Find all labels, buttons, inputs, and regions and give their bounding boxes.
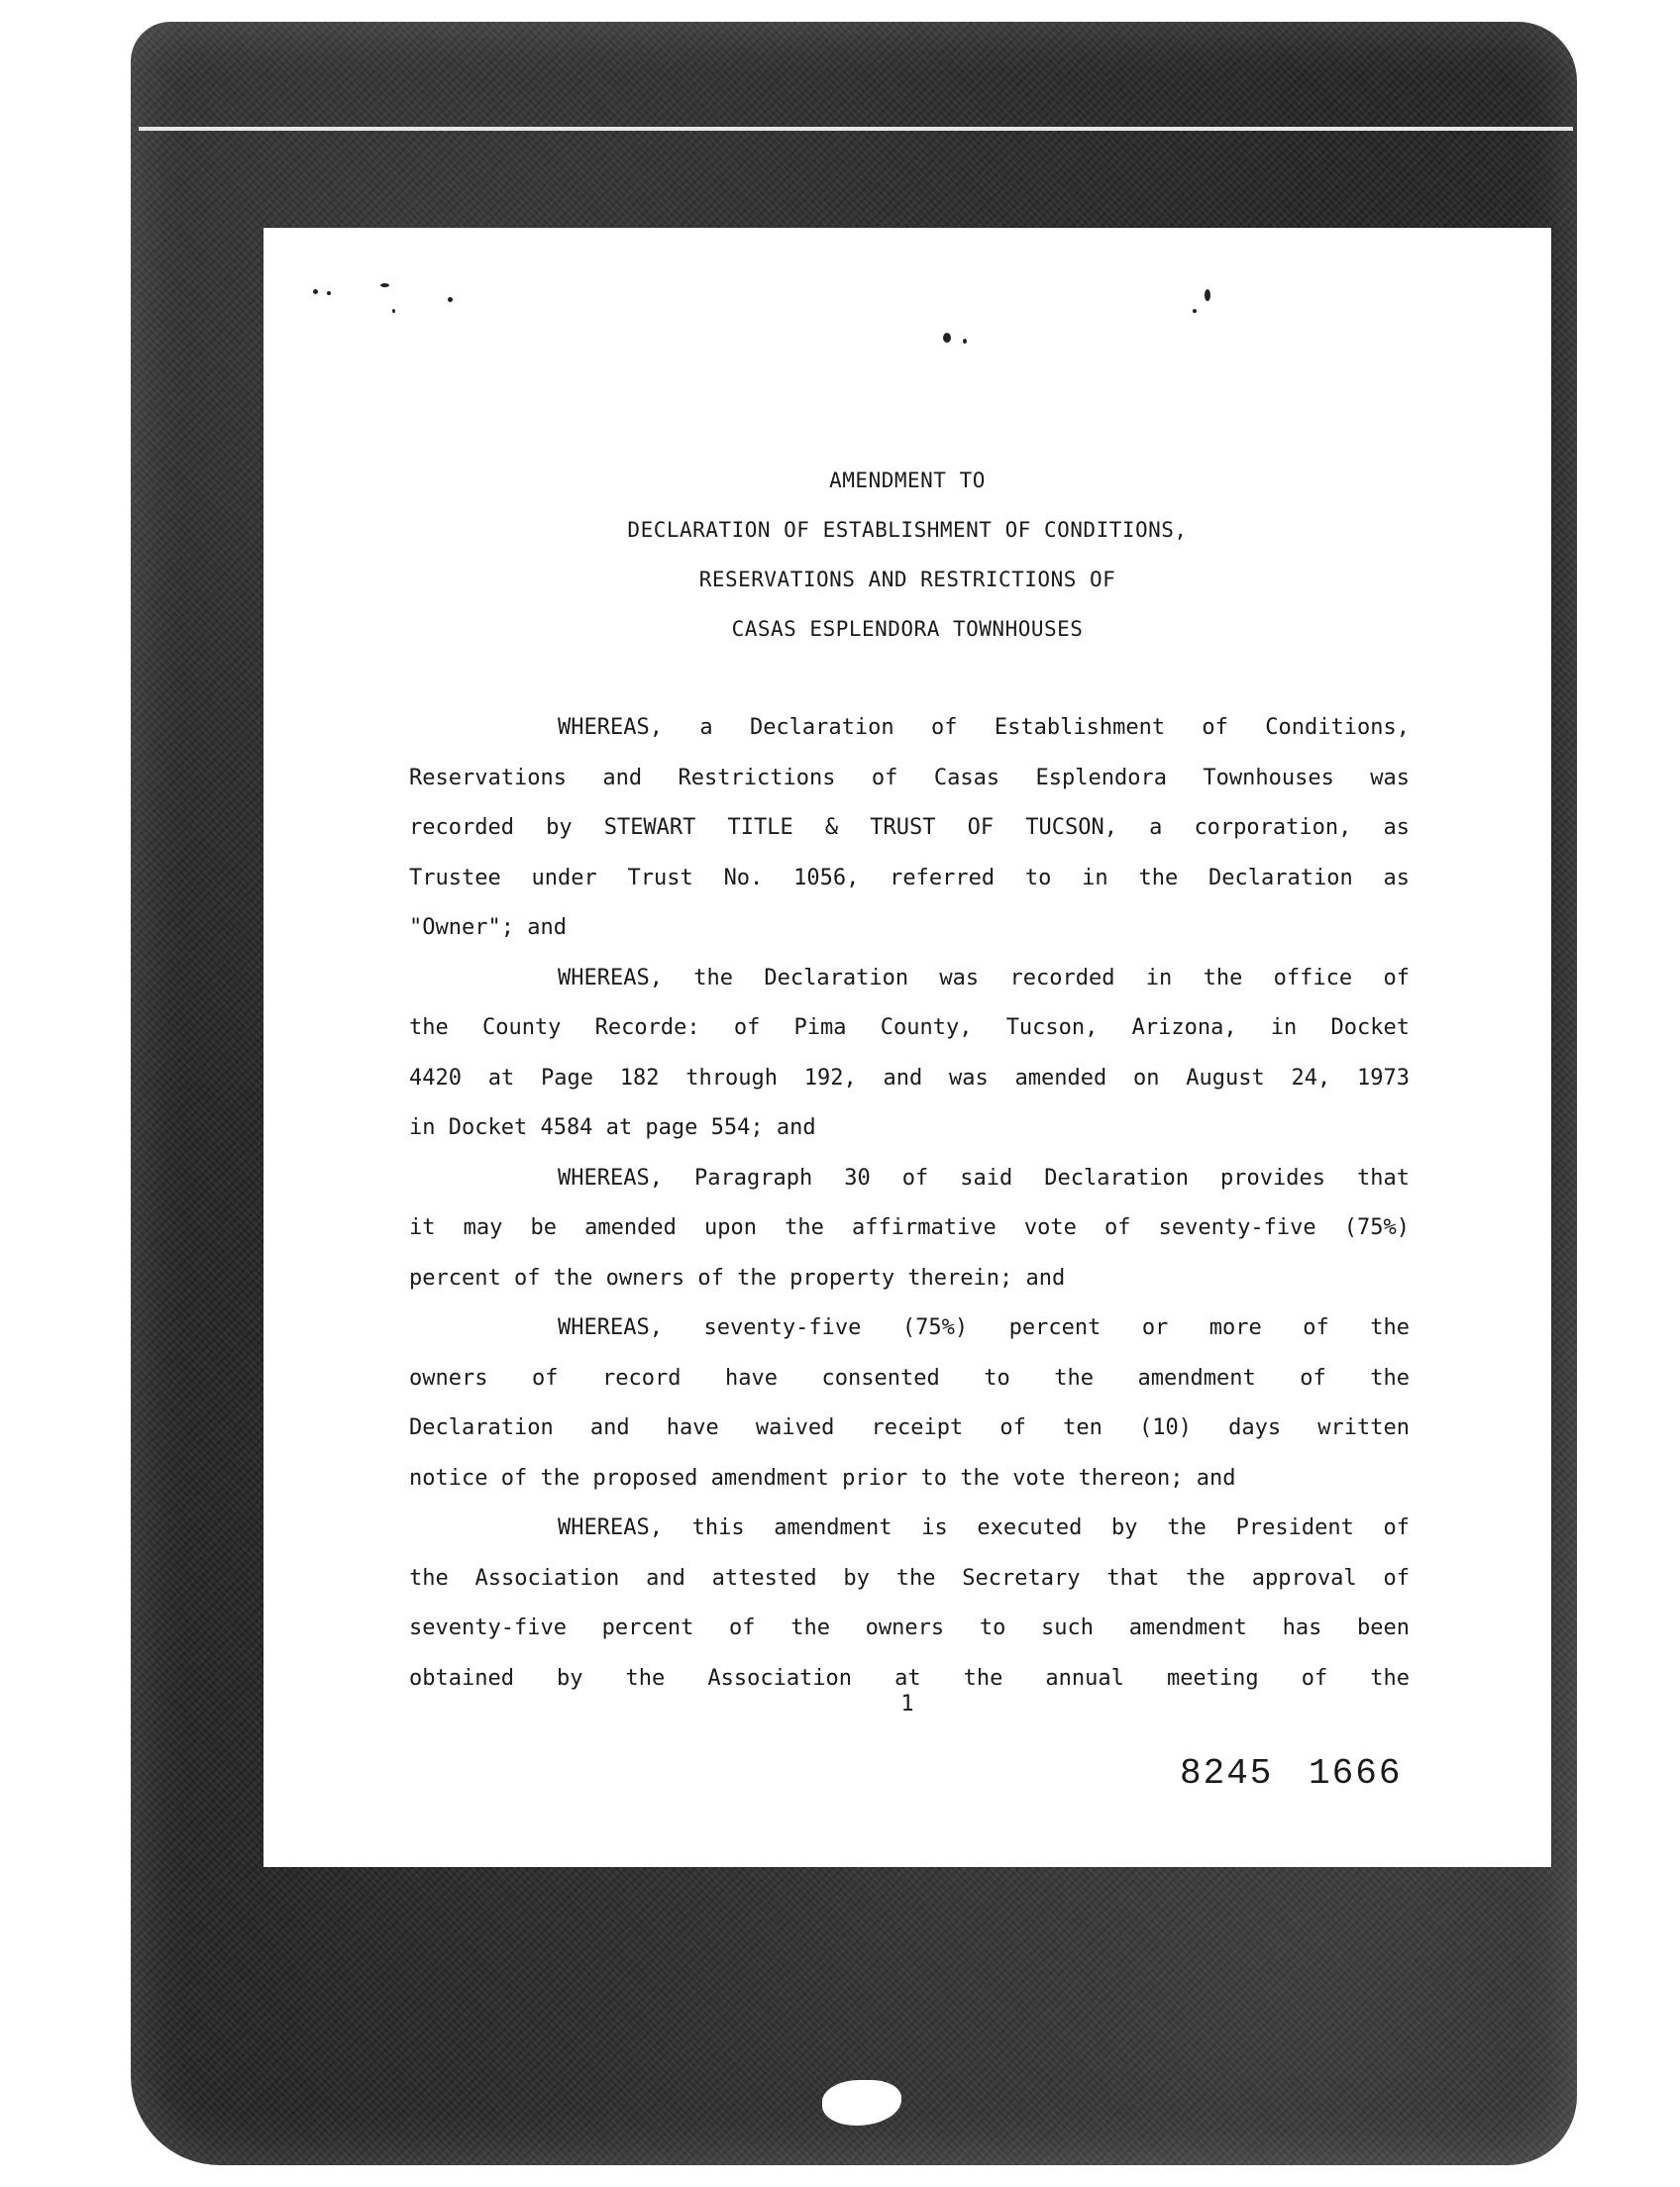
title-line: CASAS ESPLENDORA TOWNHOUSES [731, 617, 1084, 641]
scan-speck [327, 291, 331, 295]
document-title [263, 456, 1551, 654]
text-line: recorded by STEWART TITLE & TRUST OF TUCSON, a corporation, as [409, 815, 1410, 840]
text-line: seventy-five percent of the owners to such amendment has been [409, 1615, 1410, 1640]
text-line: in Docket 4584 at page 554; and [409, 1115, 816, 1140]
text-line: Trustee under Trust No. 1056, referred to in the Declaration as [409, 865, 1410, 890]
text-line: Declaration and have waived receipt of ten (10) days written [409, 1415, 1410, 1440]
text-line: Reservations and Restrictions of Casas Esplendora Townhouses was [409, 765, 1410, 790]
text-line: WHEREAS, this amendment is executed by the President of [558, 1515, 1410, 1540]
text-line: WHEREAS, seventy-five (75%) percent or more of the [558, 1315, 1410, 1340]
text-line: it may be amended upon the affirmative vote of seventy-five (75%) [409, 1215, 1410, 1240]
scan-speck [313, 289, 318, 294]
title-line: DECLARATION OF ESTABLISHMENT OF CONDITIONS, [627, 518, 1188, 542]
scan-speck [392, 309, 395, 313]
text-line: 4420 at Page 182 through 192, and was amended on August 24, 1973 [409, 1065, 1410, 1091]
scan-speck [963, 339, 967, 344]
scan-speck [1205, 289, 1210, 301]
text-line: the Association and attested by the Secretary that the approval of [409, 1565, 1410, 1591]
scan-speck [448, 297, 453, 302]
paragraph [409, 1303, 1410, 1504]
text-line: obtained by the Association at the annual meeting of the [409, 1665, 1410, 1691]
paragraph [409, 1154, 1410, 1304]
title-line: RESERVATIONS AND RESTRICTIONS OF [698, 568, 1116, 591]
scan-speck [1193, 309, 1197, 313]
paragraph [409, 954, 1410, 1154]
paragraph [409, 703, 1410, 954]
title-line: AMENDMENT TO [829, 469, 986, 492]
text-line: percent of the owners of the property therein; and [409, 1265, 1066, 1291]
text-line: notice of the proposed amendment prior to the vote thereon; and [409, 1465, 1236, 1491]
page-number: 1 [900, 1692, 914, 1717]
scan-speck [943, 333, 951, 343]
text-line: WHEREAS, the Declaration was recorded in the office of [558, 965, 1410, 990]
text-line: owners of record have consented to the amendment of the [409, 1365, 1410, 1391]
top-rule-line [139, 127, 1573, 131]
document-sheet [263, 228, 1551, 1867]
recording-stamp: 8245 1666 [1180, 1753, 1403, 1794]
text-line: WHEREAS, Paragraph 30 of said Declaration provides that [558, 1165, 1410, 1191]
document-body [409, 703, 1410, 1704]
text-line: "Owner"; and [409, 915, 567, 940]
text-line: WHEREAS, a Declaration of Establishment of Conditions, [558, 715, 1410, 740]
paragraph [409, 1504, 1410, 1704]
text-line: the County Recorde: of Pima County, Tucson, Arizona, in Docket [409, 1015, 1410, 1040]
scan-speck [380, 283, 389, 287]
